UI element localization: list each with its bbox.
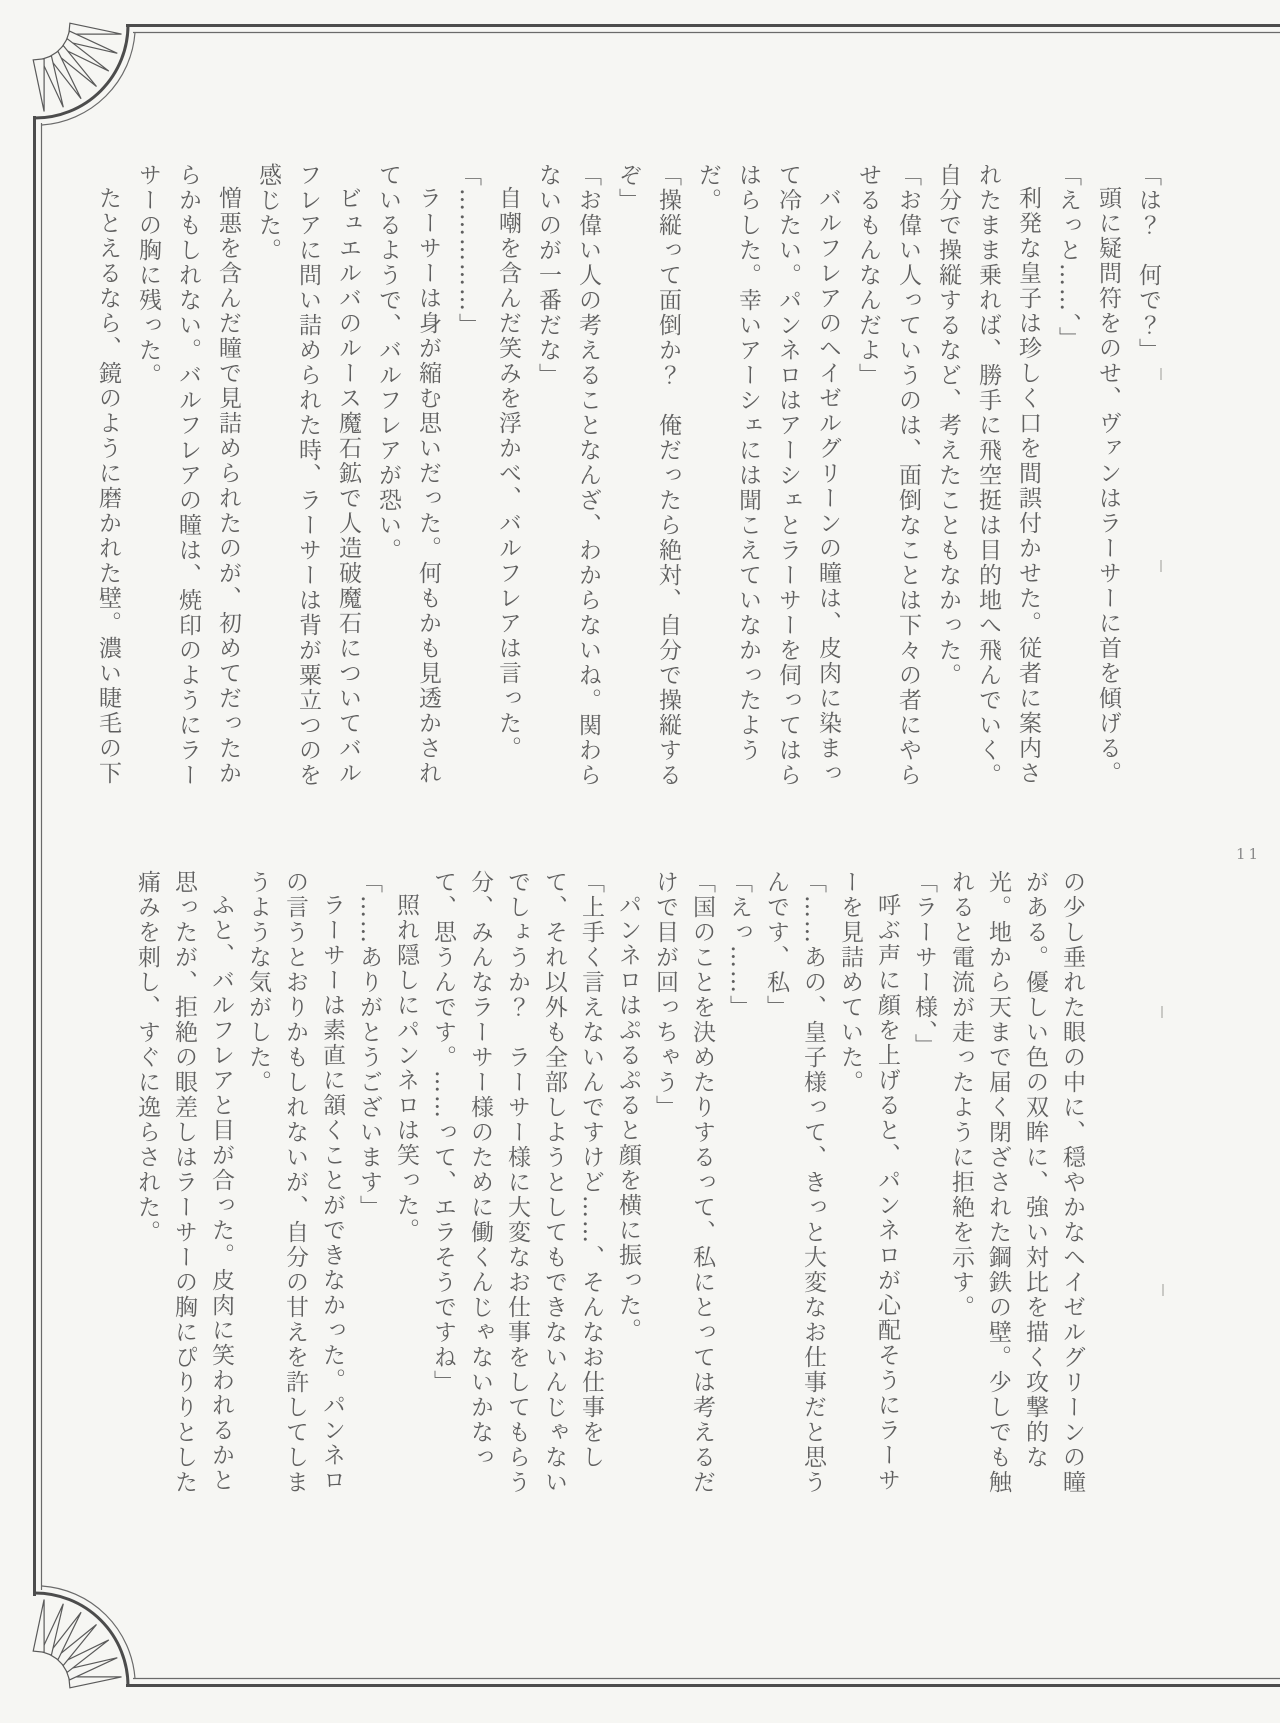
scan-mark xyxy=(1162,1284,1164,1296)
paragraph: バルフレアのヘイゼルグリーンの瞳は、皮肉に染まって冷たい。パンネロはアーシェとラーサーを伺ってはらはらした。幸いアーシェには聞こえていなかったようだ。 xyxy=(695,163,841,788)
paragraph: 頭に疑問符をのせ、ヴァンはラーサーに首を傾げる。 xyxy=(1095,186,1121,786)
paragraph: 呼ぶ声に顔を上げると、パンネロが心配そうにラーサーを見詰めていた。 xyxy=(837,870,900,1493)
paragraph: 「……ありがとうございます」 xyxy=(356,870,382,1220)
paragraph: ラーサーは素直に頷くことができなかった。パンネロの言うとおりかもしれないが、自分の甘えを許してしまうような気がした。 xyxy=(245,870,345,1495)
text-block-upper xyxy=(95,163,1168,793)
page-number: 11 xyxy=(1236,845,1262,863)
paragraph: たとえるなら、鏡のように磨かれた壁。濃い睫毛の下 xyxy=(95,186,121,786)
paragraph: 照れ隠しにパンネロは笑った。 xyxy=(393,893,419,1243)
paragraph: 「は？ 何で？」 xyxy=(1135,163,1161,363)
paragraph: ラーサーは身が縮む思いだった。何もかも見透かされているようで、バルフレアが恐い。 xyxy=(375,163,441,786)
scan-mark xyxy=(1160,368,1162,380)
paragraph: 「上手く言えないんですけど……、そんなお仕事をして、それ以外も全部しようとしてもできないんじゃないでしょうか？ ラーサー様に大変なお仕事をしてもらう分、みんなラーサー様のために働くんじゃないかなって、思うんです。……って、エラそうですね」 xyxy=(430,870,604,1495)
paragraph: の少し垂れた眼の中に、穏やかなヘイゼルグリーンの瞳がある。優しい色の双眸に、強い対比を描く攻撃的な光。地から天まで届く閉ざされた鋼鉄の壁。少しでも触れると電流が走ったように拒絶を示す。 xyxy=(948,870,1085,1495)
paragraph: 「お偉い人っていうのは、面倒なことは下々の者にやらせるもんなんだよ」 xyxy=(855,163,921,788)
paragraph: 「えっ……」 xyxy=(726,870,752,1020)
corner-fan-ornament-bottom-left xyxy=(33,1586,135,1688)
paragraph: 自嘲を含んだ笑みを浮かべ、バルフレアは言った。 xyxy=(495,186,521,761)
paragraph: 「えっと……、」 xyxy=(1055,163,1081,352)
scan-mark xyxy=(1160,560,1162,572)
paragraph: ふと、バルフレアと目が合った。皮肉に笑われるかと思ったが、拒絶の眼差しはラーサーの胸にぴりりとした痛みを刺し、すぐに逸らされた。 xyxy=(134,870,234,1495)
corner-fan-ornament-top-left xyxy=(33,23,135,125)
paragraph: 「国のことを決めたりするって、私にとっては考えるだけで目が回っちゃう」 xyxy=(652,870,715,1495)
text-block-lower xyxy=(126,870,1090,1512)
paragraph: 「……………」 xyxy=(455,163,481,338)
paragraph: 「操縦って面倒か？ 俺だったら絶対、自分で操縦するぞ」 xyxy=(615,163,681,788)
paragraph: 「ラーサー様、」 xyxy=(911,870,937,1059)
paragraph: ビュエルバのルース魔石鉱で人造破魔石についてバルフレアに問い詰められた時、ラーサーは背が粟立つのを感じた。 xyxy=(255,163,361,788)
paragraph: 利発な皇子は珍しく口を間誤付かせた。従者に案内されたまま乗れば、勝手に飛空挺は目的地へ飛んでいく。自分で操縦するなど、考えたこともなかった。 xyxy=(935,163,1041,788)
scan-mark xyxy=(1161,1006,1163,1018)
paragraph: 「お偉い人の考えることなんざ、わからないね。関わらないのが一番だな」 xyxy=(535,163,601,788)
paragraph: パンネロはぷるぷると顔を横に振った。 xyxy=(615,893,641,1343)
paragraph: 憎悪を含んだ瞳で見詰められたのが、初めてだったからかもしれない。バルフレアの瞳は、焼印のようにラーサーの胸に残った。 xyxy=(135,163,241,788)
paragraph: 「……あの、皇子様って、きっと大変なお仕事だと思うんです、私」 xyxy=(763,870,826,1495)
